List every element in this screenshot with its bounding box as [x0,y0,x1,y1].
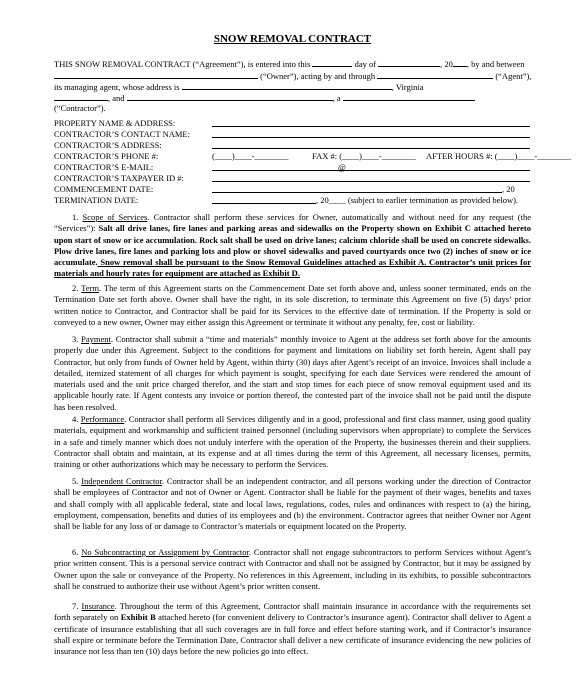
phone-blank: (____)____-________ [212,151,289,161]
section-number: 3. [72,334,79,344]
section-bold-text: Exhibit B [120,612,156,623]
intro-day-of: day of [354,59,377,69]
page-title: SNOW REMOVAL CONTRACT [213,33,372,45]
commencement-year: , 20 [502,184,515,194]
field-address-line[interactable] [212,148,530,149]
intro-contractor: (“Contractor”). [54,103,106,113]
field-commencement-line[interactable] [212,192,502,193]
section-bold-text: Salt all drive lanes, fire lanes and parking areas and sidewalks on the Property shown on Exhibit C attached hereto upon start of snow or ice accumulation. Rock salt shall be used on drive lanes; calcium chloride shall be used on concrete sidewalks. Plow drive lanes, fire lanes and parking lots and plow or shovel sidewalks and paved courtyards once two (2) inches of snow or ice accumulate. [54,223,531,268]
agent-address-blank[interactable] [182,81,392,90]
section-payment [54,334,531,413]
field-phone-label: CONTRACTOR’S PHONE #: [54,151,159,161]
section-term [54,283,531,328]
intro-between: , by and between [466,59,525,69]
field-fax-line[interactable] [312,151,416,161]
section-text: . Contractor shall not engage subcontractors to perform Services without Agent’s prior written consent. This is a personal service contract with Contractor and shall not be assigned by Contractor, but it may be assigned by Owner upon the sale or conveyance of the Property. No references in this Agreement, including in its exhibits, to possible subcontractors shall be construed to authorize their use without Agent’s prior written consent. [54,547,532,591]
section-heading: No Subcontracting or Assignment by Contractor [81,547,249,557]
intro-text: THIS SNOW REMOVAL CONTRACT (“Agreement”), is entered into this [54,59,311,69]
section-number: 2. [72,283,79,293]
intro-line-3 [54,81,423,92]
email-at-sign: @ [338,162,346,172]
intro-virginia: , Virginia [391,82,424,92]
agent-blank[interactable] [377,70,493,79]
year-blank[interactable] [453,58,467,67]
section-text: . The term of this Agreement starts on the Commencement Date set forth above and, unless sooner terminated, ends on the Termination Date set forth above. Owner shall have the right, in its sole discretion, to terminate this Agreement on five (5) days’ prior written notice to Contractor, and Contractor shall be paid for its Services to the effective date of termination. If the Property is sold or conveyed to a new owner, Owner may either assign this Agreement or terminate it without any penalty, fee, cost or liability. [54,283,531,327]
section-number: 5. [72,476,79,486]
owner-blank[interactable] [54,70,258,79]
zip-blank[interactable] [54,92,108,101]
contractor-name-blank[interactable] [127,92,333,101]
section-independent-contractor [54,476,531,532]
section-number: 7. [72,601,79,611]
section-text: . Contractor shall perform these services for Owner, automatically and without need for any request (the “Services”): [54,212,531,234]
field-email-line[interactable] [212,170,530,171]
section-text: attached hereto (for convenient delivery to Contractor’s insurance agent). Contractor shall deliver to Agent a certificate of insurance establishing that all such coverages are in full force and effect before starting work, and if Contractor’s insurance shall expire or terminate before the Termination Date, Contractor shall deliver a new certificate of insurance evidencing the new policies of insurance not less than ten (10) days before the new policies go into effect. [54,612,531,657]
intro-year: , 20 [440,59,453,69]
field-property-label: PROPERTY NAME & ADDRESS: [54,118,176,128]
section-number: 6. [72,547,79,557]
intro-line-1 [54,58,525,69]
entity-type-blank[interactable] [343,92,475,101]
intro-line-5 [54,103,106,113]
fax-text: FAX #: (____)____-________ [312,151,416,161]
section-text: . Contractor shall submit a “time and materials” monthly invoice to Agent at the address set forth above for the amounts properly due under this Agreement. Subject to the conditions for payment and limitations on liability set forth herein, Agent shall pay Contractor, but only from funds of Owner held by Agent, within thirty (30) days after Agent’s receipt of an invoice. Invoices shall include a detailed, itemized statement of all charges for which payment is sought, specifying for each date Services were rendered the amount of materials used and the unit price charged therefor, and the start and stop times for each piece of snow removal equipment used and its applicable hourly rate. If Agent contests any invoice or portion thereof, the contested part of the invoice shall not be paid until the dispute has been resolved. [54,334,531,412]
field-commencement-label: COMMENCEMENT DATE: [54,184,154,194]
section-insurance [54,601,531,657]
section-heading: Insurance [81,601,115,611]
field-taxid-label: CONTRACTOR’S TAXPAYER ID #: [54,173,184,183]
section-number: 4. [72,414,79,424]
section-number: 1. [72,212,79,222]
section-heading: Term [81,283,99,293]
field-property-line[interactable] [212,126,530,127]
field-termination-line[interactable] [212,203,316,204]
field-taxid-line[interactable] [212,181,530,182]
field-contact-label: CONTRACTOR’S CONTACT NAME: [54,129,190,139]
field-contact-line[interactable] [212,137,530,138]
field-termination-label: TERMINATION DATE: [54,195,139,205]
termination-year-note: , 20____ (subject to earlier termination as provided below). [316,195,519,205]
section-heading: Payment [81,334,111,344]
section-heading: Performance [80,414,125,424]
section-scope [54,212,531,280]
section-no-subcontracting [54,547,531,592]
month-blank[interactable] [378,58,440,67]
intro-line-2 [54,70,531,81]
field-afterhours-line[interactable] [426,151,571,161]
section-performance [54,414,531,470]
section-text: . Contractor shall be an independent contractor, and all persons working under the direction of Contractor shall be employees of Contractor and not of Owner or Agent. Contractor shall be liable for the payment of their wages, benefits and taxes and shall comply with all applicable federal, state and local laws, regulations, codes, rules and ordinances with respect to (a) the hiring, employment, compensation, benefits and duties of its employees and (b) the environment. Contractor agrees that neither Owner nor Agent shall be liable for any loss of or damage to Contractor’s materials or equipment located on the Property. [54,476,532,532]
field-email-label: CONTRACTOR’S E-MAIL: [54,162,154,172]
intro-address-text: its managing agent, whose address is [54,82,180,92]
intro-line-4 [54,92,475,103]
section-heading: Scope of Services [82,212,148,222]
intro-a: , a [332,93,341,103]
intro-agent: (“Agent”), [495,71,532,81]
section-bold-underlined-text: Snow removal shall be pursuant to the Snow Removal Guidelines attached as Exhibit A. Contractor’s unit prices for materials and hourly rates for equipment are attached as Exhibit D. [54,257,531,279]
day-blank[interactable] [312,58,352,67]
field-address-label: CONTRACTOR’S ADDRESS: [54,140,162,150]
after-hours-text: AFTER HOURS #: (____)____-________ [426,151,572,161]
intro-owner: (“Owner”), acting by and through [260,71,376,81]
field-phone-line[interactable] [212,151,289,161]
section-heading: Independent Contractor [81,476,162,486]
intro-and: , and [108,93,125,103]
section-text: . Contractor shall perform all Services diligently and in a good, professional and first class manner, using good quality materials, equipment and workmanship and sufficient trained personnel (including supervisors when appropriate) to complete the Services in a safe and timely manner which does not unduly interfere with the operation of the Property, the businesses therein and their suppliers. Contractor shall obtain and maintain, at its expense and at all times during the term of this Agreement, all necessary licenses, permits, training or other authorizations which may be necessary to perform the Services. [54,414,532,470]
section-text: . Throughout the term of this Agreement, Contractor shall maintain insurance in accordance with the requirements set forth separately on [54,601,531,623]
